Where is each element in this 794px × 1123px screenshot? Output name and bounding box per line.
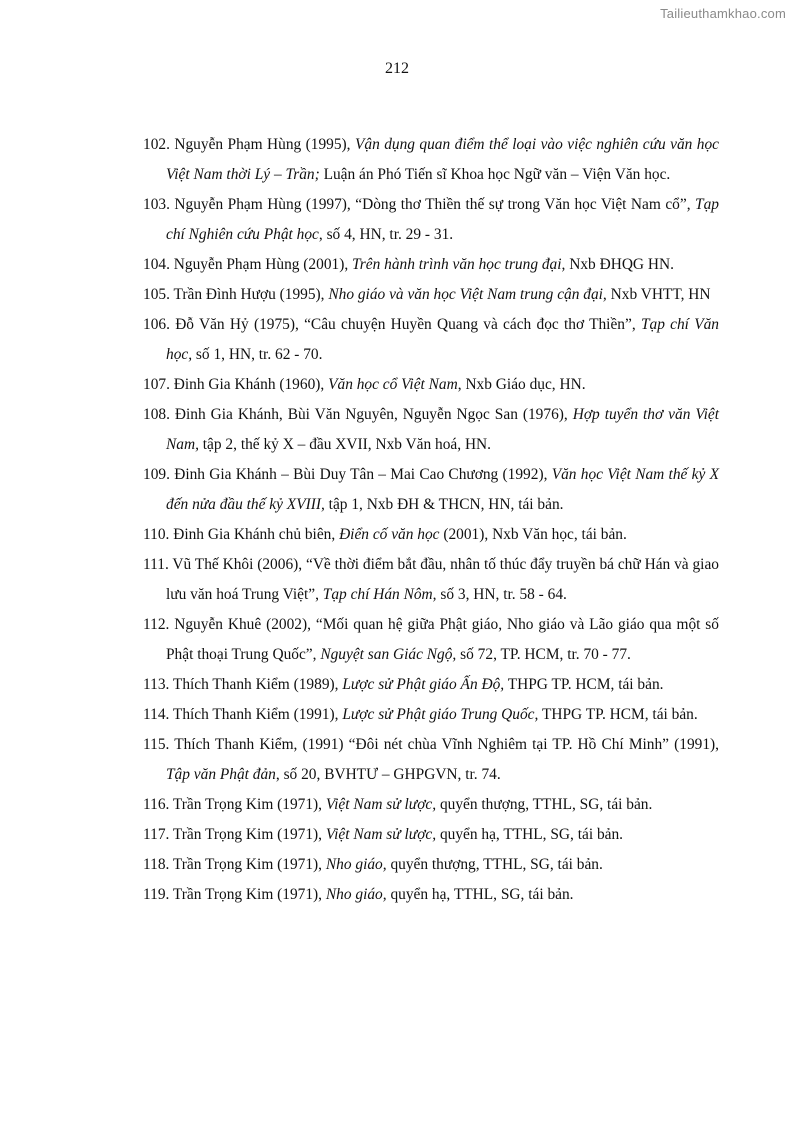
reference-title: Nho giáo, [325, 856, 387, 873]
reference-text: Luận án Phó Tiến sĩ Khoa học Ngữ văn – Viện Văn học. [319, 166, 671, 183]
watermark-text: Tailieuthamkhao.com [660, 6, 786, 21]
reference-item [143, 670, 719, 700]
reference-title: Nho giáo, [325, 886, 387, 903]
reference-text: 115. Thích Thanh Kiểm, (1991) “Đôi nét chùa Vĩnh Nghiêm tại TP. Hồ Chí Minh” (1991), [143, 736, 719, 753]
reference-text: quyển hạ, TTHL, SG, tái bản. [436, 826, 624, 843]
reference-title: Tạp chí Hán Nôm, [322, 586, 437, 603]
reference-text: , số 20, BVHTƯ – GHPGVN, tr. 74. [275, 766, 501, 783]
reference-item [143, 460, 719, 520]
reference-text: 102. Nguyễn Phạm Hùng (1995), [143, 136, 355, 153]
reference-item [143, 610, 719, 670]
reference-text: 107. Đinh Gia Khánh (1960), [143, 376, 329, 393]
reference-title: Văn học cổ Việt Nam [328, 376, 458, 393]
reference-text: (2001), Nxb Văn học, tái bản. [439, 526, 627, 543]
reference-item [143, 370, 719, 400]
reference-text: 114. Thích Thanh Kiểm (1991), [143, 706, 343, 723]
reference-title: Tạp chí Văn học, [166, 316, 720, 363]
reference-title: Trên hành trình văn học trung đại, [352, 256, 566, 273]
reference-item [143, 190, 719, 250]
reference-text: số 1, HN, tr. 62 - 70. [192, 346, 323, 363]
reference-text: Nxb VHTT, HN [606, 286, 711, 303]
reference-title: Tập văn Phật đản [166, 766, 276, 783]
reference-title: Vận dụng quan điểm thể loại vào việc nghiên cứu văn học Việt Nam thời Lý – Trần; [166, 136, 719, 183]
reference-text: quyển thượng, TTHL, SG, tái bản. [386, 856, 603, 873]
reference-item [143, 550, 719, 610]
reference-text: 105. Trần Đình Hượu (1995), [143, 286, 329, 303]
page-number: 212 [385, 60, 409, 77]
reference-text: quyển thượng, TTHL, SG, tái bản. [436, 796, 653, 813]
reference-item [143, 400, 719, 460]
reference-text: số 72, TP. HCM, tr. 70 - 77. [456, 646, 631, 663]
reference-text: 119. Trần Trọng Kim (1971), [143, 886, 326, 903]
reference-item [143, 520, 719, 550]
reference-item [143, 730, 719, 790]
reference-title: Hợp tuyển thơ văn Việt Nam, [166, 406, 720, 453]
reference-title: Nho giáo và văn học Việt Nam trung cận đại, [328, 286, 607, 303]
reference-item [143, 790, 719, 820]
reference-text: quyển hạ, TTHL, SG, tái bản. [386, 886, 574, 903]
reference-text: , Nxb Giáo dục, HN. [457, 376, 586, 393]
reference-title: Việt Nam sử lược, [325, 796, 437, 813]
reference-title: Lược sử Phật giáo Ấn Độ, [342, 676, 505, 693]
reference-title: Tạp chí Nghiên cứu Phật học [166, 196, 719, 243]
reference-item [143, 850, 719, 880]
reference-text: 117. Trần Trọng Kim (1971), [143, 826, 326, 843]
reference-text: THPG TP. HCM, tái bản. [504, 676, 664, 693]
reference-item [143, 250, 719, 280]
reference-text: 113. Thích Thanh Kiểm (1989), [143, 676, 343, 693]
reference-text: 110. Đinh Gia Khánh chủ biên, [143, 526, 340, 543]
reference-item [143, 280, 719, 310]
reference-text: 106. Đỗ Văn Hỷ (1975), “Câu chuyện Huyền Quang và cách đọc thơ Thiền”, [143, 316, 641, 333]
reference-text: tập 1, Nxb ĐH & THCN, HN, tái bản. [324, 496, 564, 513]
reference-item [143, 310, 719, 370]
reference-title: Văn học Việt Nam thế kỷ X đến nửa đầu thế kỷ XVIII, [166, 466, 719, 513]
reference-title: Điển cố văn học [339, 526, 440, 543]
reference-text: tập 2, thế kỷ X – đầu XVII, Nxb Văn hoá, HN. [198, 436, 492, 453]
reference-text: THPG TP. HCM, tái bản. [538, 706, 698, 723]
reference-text: 118. Trần Trọng Kim (1971), [143, 856, 326, 873]
reference-text: 111. Vũ Thế Khôi (2006), “Về thời điểm bắt đầu, nhân tố thúc đẩy truyền bá chữ Hán và giao lưu văn hoá Trung Việt”, [143, 556, 719, 603]
reference-text: 103. Nguyễn Phạm Hùng (1997), “Dòng thơ Thiền thế sự trong Văn học Việt Nam cổ”, [143, 196, 696, 213]
reference-text: số 3, HN, tr. 58 - 64. [436, 586, 567, 603]
reference-item [143, 820, 719, 850]
reference-text: 104. Nguyễn Phạm Hùng (2001), [143, 256, 353, 273]
reference-text: Nxb ĐHQG HN. [565, 256, 674, 273]
reference-list [143, 130, 719, 910]
reference-title: Nguyệt san Giác Ngộ, [320, 646, 457, 663]
reference-text: 112. Nguyễn Khuê (2002), “Mối quan hệ giữa Phật giáo, Nho giáo và Lão giáo qua một số Phật thoại Trung Quốc”, [143, 616, 719, 663]
reference-item [143, 130, 719, 190]
reference-text: , số 4, HN, tr. 29 - 31. [318, 226, 454, 243]
reference-text: 116. Trần Trọng Kim (1971), [143, 796, 326, 813]
reference-title: Lược sử Phật giáo Trung Quốc, [342, 706, 539, 723]
reference-title: Việt Nam sử lược, [325, 826, 437, 843]
reference-text: 109. Đinh Gia Khánh – Bùi Duy Tân – Mai Cao Chương (1992), [143, 466, 552, 483]
reference-item [143, 700, 719, 730]
reference-text: 108. Đinh Gia Khánh, Bùi Văn Nguyên, Nguyễn Ngọc San (1976), [143, 406, 573, 423]
reference-item [143, 880, 719, 910]
